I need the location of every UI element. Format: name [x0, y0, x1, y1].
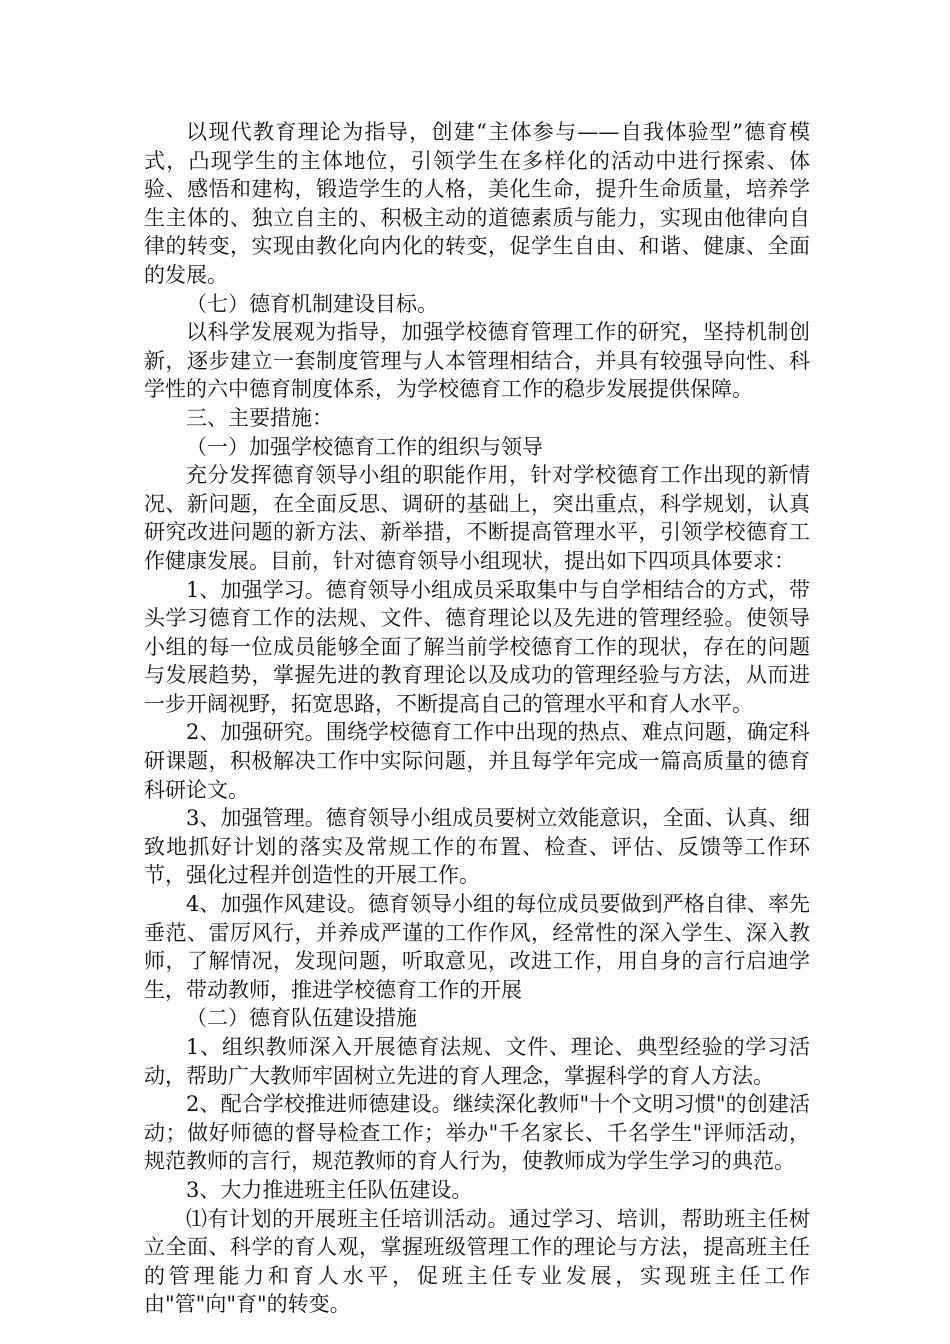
heading-main-measures: 三、主要措施： [186, 405, 333, 430]
paragraph-moral-model: 以现代教育理论为指导，创建“主体参与——自我体验型”德育模式，凸现学生的主体地位，引领学生在多样化的活动中进行探索、体验、感悟和建构，锻造学生的人格，美化生命，提升生命质量，培养学生主体的、独立自主的、积极主动的道德素质与能力，实现由他律向自律的转变，实现由教化向内化的转变，促学生自由、和谐、健康、全面的发展。 [144, 120, 810, 287]
heading-mechanism-goal: （七）德育机制建设目标。 [186, 291, 438, 316]
paragraph-class-teacher-training: ⑴有计划的开展班主任培训活动。通过学习、培训，帮助班主任树立全面、科学的育人观，掌握班级管理工作的理论与方法，提高班主任的管理能力和育人水平，促班主任专业发展，实现班主任工作由"管"向"育"的转变。 [144, 1206, 810, 1317]
paragraph-strengthen-management: 3、加强管理。德育领导小组成员要树立效能意识，全面、认真、细致地抓好计划的落实及常规工作的布置、检查、评估、反馈等工作环节，强化过程并创造性的开展工作。 [144, 806, 810, 888]
document-body [144, 118, 810, 1319]
paragraph-strengthen-learning: 1、加强学习。德育领导小组成员采取集中与自学相结合的方式，带头学习德育工作的法规、文件、德育理论以及先进的管理经验。使领导小组的每一位成员能够全面了解当前学校德育工作的现状，存在的问题与发展趋势，掌握先进的教育理论以及成功的管理经验与方法，从而进一步开阔视野，拓宽思路，不断提高自己的管理水平和育人水平。 [144, 577, 810, 716]
paragraph-teacher-ethics: 2、配合学校推进师德建设。继续深化教师"十个文明习惯"的创建活动；做好师德的督导检查工作；举办"千名家长、千名学生"评师活动，规范教师的言行，规范教师的育人行为，使教师成为学生学习的典范。 [144, 1092, 810, 1174]
paragraph-strengthen-style: 4、加强作风建设。德育领导小组的每位成员要做到严格自律、率先垂范、雷厉风行，并养成严谨的工作作风，经常性的深入学生、深入教师，了解情况，发现问题，听取意见，改进工作，用自身的言行启迪学生，带动教师，推进学校德育工作的开展 [144, 892, 810, 1002]
paragraph-strengthen-research: 2、加强研究。围绕学校德育工作中出现的热点、难点问题，确定科研课题，积极解决工作中实际问题，并且每学年完成一篇高质量的德育科研论文。 [144, 720, 810, 802]
paragraph-teacher-study: 1、组织教师深入开展德育法规、文件、理论、典型经验的学习活动，帮助广大教师牢固树立先进的育人理念，掌握科学的育人方法。 [144, 1035, 810, 1088]
paragraph-mechanism-goal: 以科学发展观为指导，加强学校德育管理工作的研究，坚持机制创新，逐步建立一套制度管理与人本管理相结合，并具有较强导向性、科学性的六中德育制度体系，为学校德育工作的稳步发展提供保障。 [144, 320, 810, 402]
heading-organization-leadership: （一）加强学校德育工作的组织与领导 [186, 434, 543, 459]
heading-class-teacher-team: 3、大力推进班主任队伍建设。 [186, 1177, 473, 1202]
paragraph-leadership-role: 充分发挥德育领导小组的职能作用，针对学校德育工作出现的新情况、新问题，在全面反思、调研的基础上，突出重点，科学规划，认真研究改进问题的新方法、新举措，不断提高管理水平，引领学校德育工作健康发展。目前，针对德育领导小组现状，提出如下四项具体要求： [144, 463, 810, 573]
heading-team-building: （二）德育队伍建设措施 [186, 1006, 417, 1031]
